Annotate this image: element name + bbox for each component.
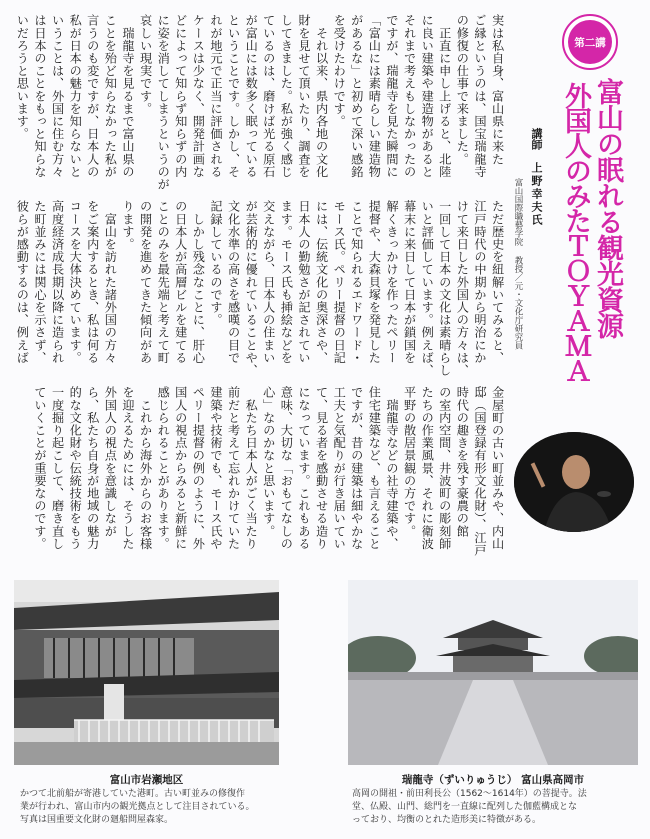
body-column: 金屋町の古い町並みや、内山 bbox=[490, 386, 505, 550]
body-column: に良い建築や建造物があると bbox=[420, 14, 435, 178]
speaker-photo bbox=[514, 432, 634, 532]
caption-line: 堂、仏殿、山門、総門を一直線に配列した伽藍構成とな bbox=[352, 802, 578, 812]
body-column: ということです。しかし、そ bbox=[226, 14, 241, 178]
author-name: 上野幸夫氏 bbox=[530, 162, 543, 227]
body-column: 交えながら、日本人の住まい bbox=[261, 200, 276, 364]
body-column: いと評価しています。例えば、 bbox=[420, 200, 435, 377]
body-column: の室内空間、井波町の彫刻師 bbox=[437, 386, 452, 550]
body-column: 一度掘り起こして、磨き直し bbox=[50, 386, 65, 550]
body-column: が芸術的に優れていることや、 bbox=[244, 200, 259, 377]
iwase-district-photo bbox=[14, 580, 279, 765]
body-column: モース氏。ペリー提督の日記 bbox=[332, 200, 347, 364]
body-column: 哀しい現実です。 bbox=[138, 14, 153, 115]
body-column: 実は私自身、富山県に来た bbox=[490, 14, 505, 166]
body-column: ります。 bbox=[120, 200, 135, 251]
body-column: これから海外からのお客様 bbox=[138, 386, 153, 550]
body-column: 江戸時代の中期から明治にか bbox=[472, 200, 487, 364]
body-column: 日本人の勤勉さが記されてい bbox=[296, 200, 311, 364]
body-column: 私が日本の魅力を知らないと bbox=[68, 14, 83, 178]
zuiryuji-temple-photo bbox=[348, 580, 638, 765]
body-column: があるな」と初めて深い感銘 bbox=[349, 14, 364, 178]
body-column: 瑞龍寺を見るまで富山県の bbox=[120, 14, 135, 178]
title-line-2: 外国人のみたＴＯＹＡＭＡ bbox=[560, 82, 591, 382]
body-column: の日本人が高層ビルを建てる bbox=[173, 200, 188, 364]
body-column: 文化水準の高さを感嘆の目で bbox=[226, 200, 241, 364]
title-line-1: 富山の眠れる観光資源 bbox=[592, 78, 623, 338]
body-column: 一回して日本の文化は素晴らし bbox=[437, 200, 452, 377]
body-column: ことのみを最先端と考えて町 bbox=[156, 200, 171, 364]
body-column: 工夫と気配りが行き届いてい bbox=[332, 386, 347, 550]
body-column: 意味、大切な「おもてなしの bbox=[279, 386, 294, 550]
body-column: ご縁というのは、国宝瑞龍寺 bbox=[472, 14, 487, 178]
body-column: どによって知らず知らずの内 bbox=[173, 14, 188, 178]
body-column: 高度経済成長期以降に造られ bbox=[50, 200, 65, 364]
body-column: を受けたわけです。 bbox=[332, 14, 347, 128]
caption-line: 写真は国重要文化財の廻船問屋森家。 bbox=[20, 815, 174, 825]
lecture-badge-label: 第二講 bbox=[568, 20, 612, 64]
body-column: いうことは、外国に住む方々 bbox=[50, 14, 65, 178]
body-column: 「富山には素晴らしい建造物 bbox=[367, 14, 382, 178]
body-column: コースを大体決めています。 bbox=[68, 200, 83, 364]
body-column: 解くきっかけを作ったペリー bbox=[384, 200, 399, 364]
body-column: それまで考えもしなかったの bbox=[402, 14, 417, 178]
body-column: いだろうと思います。 bbox=[15, 14, 30, 140]
body-column: の修復の仕事で来ました。 bbox=[455, 14, 470, 166]
body-column: 時代の趣きを残す豪農の館 bbox=[455, 386, 470, 538]
body-column: 平野の散居景観の方です。 bbox=[402, 386, 417, 538]
body-column: になっています。これもある bbox=[296, 386, 311, 550]
body-column: れが地元で正当に評価される bbox=[208, 14, 223, 178]
body-column: 富山を訪れた諸外国の方々 bbox=[103, 200, 118, 364]
body-column: ているのは、磨けば光る原石 bbox=[261, 14, 276, 178]
body-column: 記録しているのです。 bbox=[208, 200, 223, 326]
body-column: しかし残念なことに、肝心 bbox=[191, 200, 206, 364]
body-column: ことを殆ど知らなかった私が bbox=[103, 14, 118, 178]
body-column: た町並みには関心を示さず、 bbox=[32, 200, 47, 364]
body-column: ら、私たち自身が地域の魅力 bbox=[85, 386, 100, 550]
zuiryuji-caption-body bbox=[352, 788, 638, 827]
body-column: ただ歴史を紐解いてみると、 bbox=[490, 200, 505, 364]
body-column: 感じられることがあります。 bbox=[156, 386, 171, 550]
author-role: 講師 bbox=[530, 128, 543, 150]
body-column: 私たち日本人がごく当たり bbox=[244, 386, 259, 550]
caption-line: かつて北前船が寄港していた港町。古い町並みの修復作 bbox=[20, 789, 246, 799]
body-column: を迎えるためには、そうした bbox=[120, 386, 135, 550]
body-column: 言うのも変ですが、日本人の bbox=[85, 14, 100, 178]
body-column: ケースは少なく、開発計画な bbox=[191, 14, 206, 178]
body-column: 邸（国登録有形文化財）、江戸 bbox=[472, 386, 487, 557]
author-affiliation: 富山国際職藝学院 教授／元・文化庁研究員 bbox=[513, 178, 523, 350]
iwase-caption-title: 富山市岩瀬地区 bbox=[109, 774, 184, 786]
body-column: 外国人の視点を意識しなが bbox=[103, 386, 118, 538]
body-column: には、伝統文化の奥深さや、 bbox=[314, 200, 329, 364]
caption-line: 高岡の開祖・前田利長公（1562～1614年）の菩提寺。法 bbox=[352, 789, 587, 799]
body-column: 瑞龍寺などの社寺建築や、 bbox=[384, 386, 399, 550]
body-column: をご案内するとき、私は何る bbox=[85, 200, 100, 364]
body-column: は日本のことをもっと知らな bbox=[32, 14, 47, 178]
body-column: 提督や、大森貝塚を発見した bbox=[367, 200, 382, 364]
body-column: 幕末に来日して日本が鎖国を bbox=[402, 200, 417, 364]
body-column: 彼らが感動するのは、例えば bbox=[15, 200, 30, 364]
body-column: 国人の視点からみると新鮮に bbox=[173, 386, 188, 550]
iwase-caption-body bbox=[20, 788, 282, 827]
caption-line: っており、均衡のとれた造形美に特徴がある。 bbox=[352, 815, 542, 825]
body-column: の開発を進めてきた傾向があ bbox=[138, 200, 153, 364]
lecture-badge bbox=[562, 14, 618, 70]
body-column: に姿を消してしまうというのが bbox=[156, 14, 171, 191]
body-column: してきました。私が強く感じ bbox=[279, 14, 294, 178]
body-column: ペリー提督の例のように、外 bbox=[191, 386, 206, 550]
body-column: ですが、昔の建築は細やかな bbox=[349, 386, 364, 550]
body-column: が富山には数多く眠っている bbox=[244, 14, 259, 178]
body-column: 心」なのかなと思います。 bbox=[261, 386, 276, 538]
body-column: ていくことが重要なのです。 bbox=[32, 386, 47, 550]
zuiryuji-caption-title: 瑞龍寺（ずいりゅうじ） 富山県高岡市 bbox=[401, 774, 585, 786]
body-column: 財を見せて頂いたり、調査を bbox=[296, 14, 311, 178]
body-column: けて来日した外国人の方々は、 bbox=[455, 200, 470, 377]
body-column: ですが、瑞龍寺を見た瞬間に bbox=[384, 14, 399, 178]
body-column: 住宅建築など、も言えること bbox=[367, 386, 382, 550]
body-column: 前だと考えて忘れかけていた bbox=[226, 386, 241, 550]
body-column: 建築や技術でも、モース氏や bbox=[208, 386, 223, 550]
body-column: 的な文化財や伝統技術をもう bbox=[68, 386, 83, 550]
caption-line: 業が行われ、富山市内の観光拠点として注目されている。 bbox=[20, 802, 255, 812]
body-column: て、見る者を感動させる造り bbox=[314, 386, 329, 550]
body-column: ことで知られるエドワード・ bbox=[349, 200, 364, 364]
body-column: 正直に申し上げると、北陸 bbox=[437, 14, 452, 178]
body-column: たちの作業風景、それに衛波 bbox=[420, 386, 435, 550]
body-column: ます。モース氏も挿絵などを bbox=[279, 200, 294, 364]
body-column: それ以来、県内各地の文化 bbox=[314, 14, 329, 178]
